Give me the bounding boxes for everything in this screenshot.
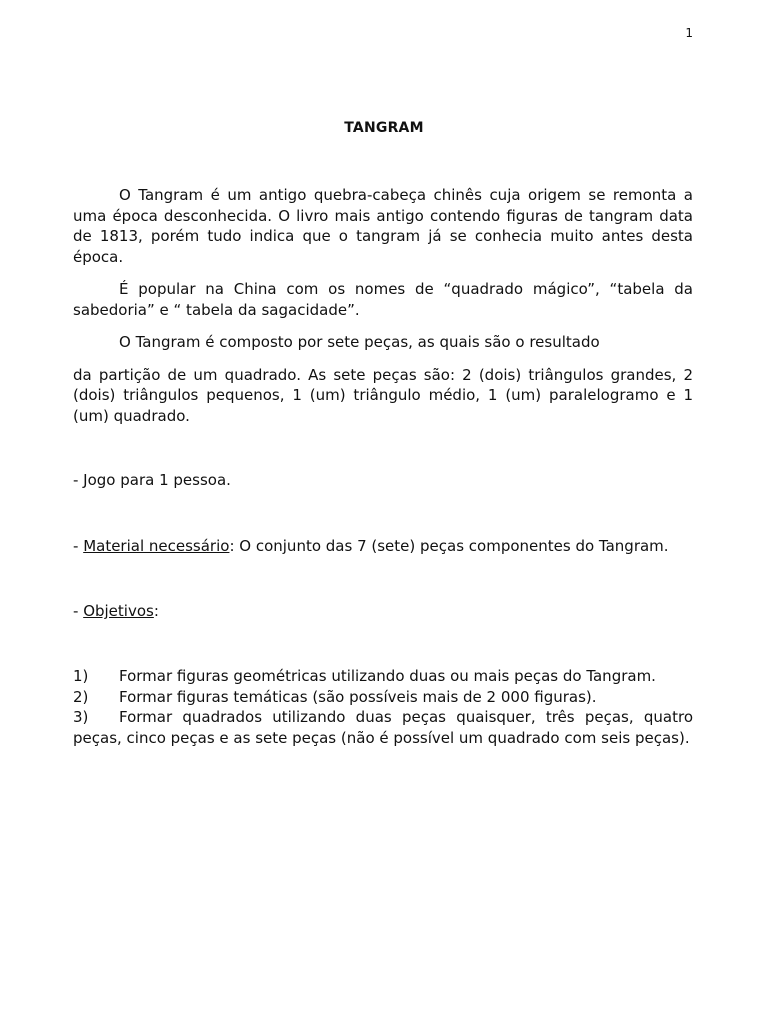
paragraph-names: É popular na China com os nomes de “quadrado mágico”, “tabela da sabedoria” e “ tabela da sagacidade”. <box>73 280 693 319</box>
objectives-heading <box>73 601 693 622</box>
material-line <box>73 536 693 557</box>
list-item-number: 3) <box>73 708 89 726</box>
list-item-text: Formar quadrados utilizando duas peças quaisquer, três peças, quatro peças, cinco peças e as sete peças (não é possível um quadrado com seis peças). <box>73 708 693 747</box>
material-label: Material necessário <box>83 537 230 555</box>
material-prefix: - <box>73 537 84 555</box>
list-item-text: Formar figuras geométricas utilizando duas ou mais peças do Tangram. <box>119 667 656 685</box>
objectives-list <box>73 666 693 748</box>
objectives-prefix: - <box>73 602 84 620</box>
objectives-label: Objetivos <box>83 602 154 620</box>
intro-section <box>73 185 693 426</box>
list-item <box>73 707 693 748</box>
players-line: - Jogo para 1 pessoa. <box>73 471 231 489</box>
paragraph-pieces: da partição de um quadrado. As sete peças são: 2 (dois) triângulos grandes, 2 (dois) triângulos pequenos, 1 (um) triângulo médio, 1 (um) paralelogramo e 1 (um) quadrado. <box>73 365 693 425</box>
list-item <box>73 666 693 687</box>
document-title: TANGRAM <box>344 120 424 136</box>
paragraph-composition: O Tangram é composto por sete peças, as quais são o resultado <box>119 333 600 351</box>
list-item <box>73 687 693 708</box>
list-item-number: 2) <box>73 687 89 706</box>
objectives-suffix: : <box>153 602 159 620</box>
page-number: 1 <box>685 26 693 40</box>
material-text: : O conjunto das 7 (sete) peças componentes do Tangram. <box>229 537 669 555</box>
list-item-text: Formar figuras temáticas (são possíveis mais de 2 000 figuras). <box>119 687 597 706</box>
paragraph-origin: O Tangram é um antigo quebra-cabeça chinês cuja origem se remonta a uma época desconhecida. O livro mais antigo contendo figuras de tangram data de 1813, porém tudo indica que o tangram já se conhecia muito antes desta época. <box>73 186 693 266</box>
list-item-number: 1) <box>73 667 89 685</box>
